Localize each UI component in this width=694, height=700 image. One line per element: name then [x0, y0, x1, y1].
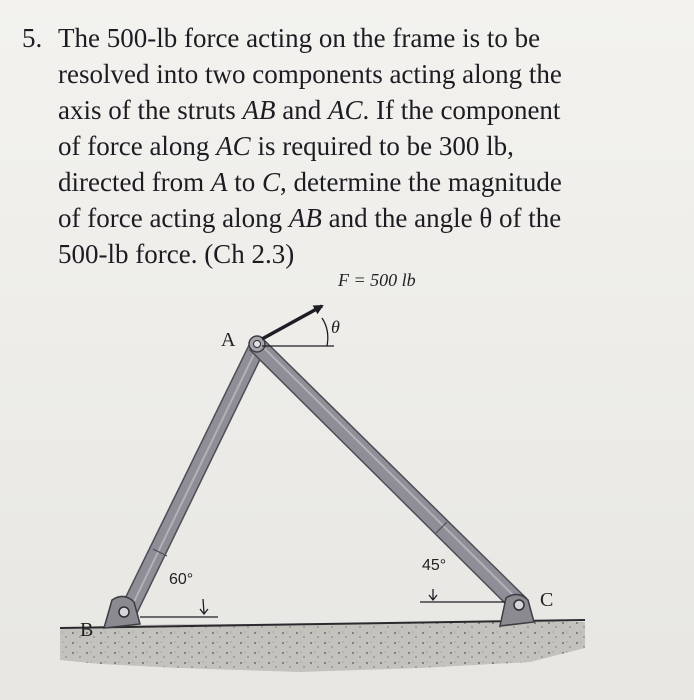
strut-ac: [250, 338, 526, 610]
point-c-ref: C: [261, 167, 280, 197]
line-6-text: of force acting along: [58, 203, 289, 233]
problem-line-1: The 500-lb force acting on the frame is to be: [58, 23, 541, 53]
line-5-to: to: [227, 167, 262, 197]
angle-45-label: 45°: [422, 557, 447, 574]
angle-60-label: 60°: [169, 571, 194, 588]
problem-line-7: 500-lb force. (Ch 2.3): [58, 239, 295, 269]
problem-line-2: resolved into two components acting along the: [58, 59, 562, 89]
force-label: F = 500 lb: [338, 270, 416, 290]
strut-ac-ref-2: AC: [216, 131, 251, 161]
strut-ab-ref-2: AB: [288, 203, 322, 233]
line-4-text: of force along: [58, 131, 217, 161]
line-6-rest: and the angle θ of the: [321, 203, 562, 233]
line-4-rest: is required to be 300 lb,: [250, 131, 514, 161]
line-5-text: directed from: [58, 167, 211, 197]
line-3-and: and: [275, 95, 328, 125]
point-a-label: A: [221, 329, 236, 351]
theta-label: θ: [331, 317, 340, 337]
line-5-rest: , determine the magnitude: [279, 167, 562, 197]
point-b-label: B: [80, 619, 94, 641]
support-c: [500, 594, 534, 626]
strut-ac-ref: AC: [327, 95, 363, 125]
point-c-label: C: [540, 589, 554, 611]
angle-60-reference: [140, 599, 218, 617]
point-a-ref: A: [210, 167, 228, 197]
line-3-text: axis of the struts: [58, 95, 243, 125]
strut-ab-ref: AB: [242, 95, 276, 125]
ground: [60, 620, 585, 672]
force-arrow: [262, 306, 322, 339]
line-3-rest: . If the component: [362, 95, 561, 125]
problem-number: 5.: [22, 23, 43, 53]
